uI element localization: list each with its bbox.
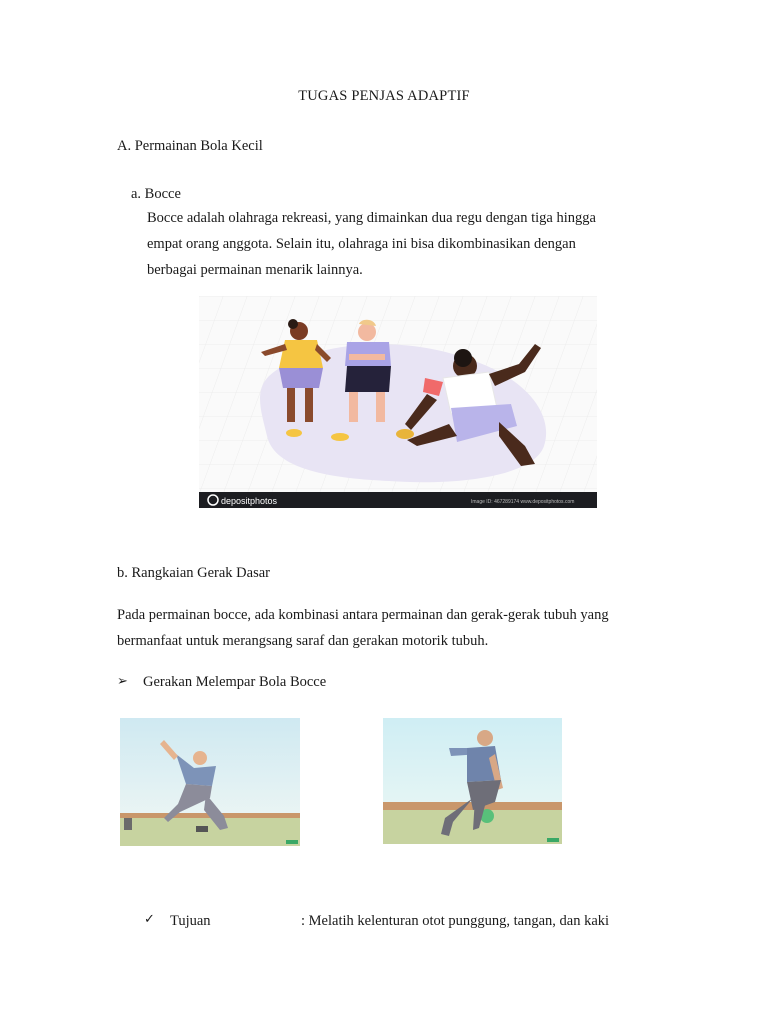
tujuan-label: Tujuan (170, 913, 211, 929)
throw-back-drawing (383, 718, 562, 844)
throw-side-drawing (120, 718, 300, 846)
bocce-players-drawing (199, 296, 597, 508)
check-mark-icon: ✓ (144, 912, 155, 927)
bocce-paragraph-line: Bocce adalah olahraga rekreasi, yang dimainkan dua regu dengan tiga hingga (147, 210, 596, 226)
bocce-paragraph-line: berbagai permainan menarik lainnya. (147, 262, 363, 278)
arrow-bullet-icon: ➢ (117, 674, 128, 689)
page-title: TUGAS PENJAS ADAPTIF (298, 88, 470, 104)
throw-back-illustration (383, 718, 562, 844)
bocce-players-illustration (199, 296, 597, 508)
throw-side-illustration (120, 718, 300, 846)
section-heading-a: A. Permainan Bola Kecil (117, 138, 263, 154)
rangkaian-paragraph-line: Pada permainan bocce, ada kombinasi antara permainan dan gerak-gerak tubuh yang (117, 607, 609, 623)
bullet-throw-heading: Gerakan Melempar Bola Bocce (143, 674, 327, 690)
section-heading-b: b. Rangkaian Gerak Dasar (117, 565, 270, 581)
subheading-bocce: a. Bocce (131, 186, 181, 202)
image-id-text: Image ID: 467289174 www.depositphotos.com (471, 499, 575, 505)
tujuan-value: : Melatih kelenturan otot punggung, tangan, dan kaki (301, 913, 610, 929)
watermark-text: depositphotos (221, 496, 278, 506)
rangkaian-paragraph-line: bermanfaat untuk merangsang saraf dan gerakan motorik tubuh. (117, 633, 489, 649)
bocce-paragraph-line: empat orang anggota. Selain itu, olahraga ini bisa dikombinasikan dengan (147, 236, 576, 252)
